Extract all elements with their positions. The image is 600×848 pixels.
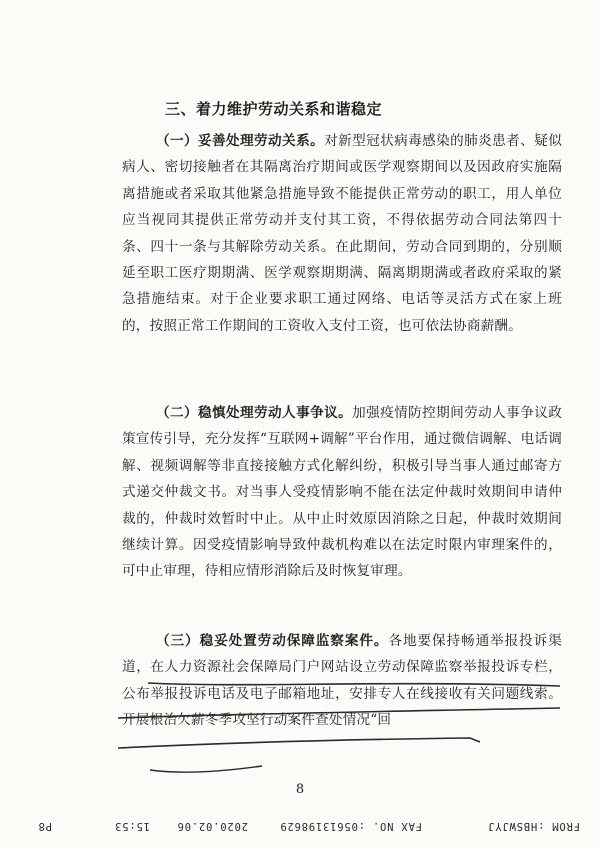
paragraph-1-lead: （一）妥善处理劳动关系。 (156, 133, 325, 149)
fax-time: 15:53 (114, 820, 150, 832)
paragraph-3 (122, 628, 562, 734)
paragraph-1-body: 对新型冠状病毒感染的肺炎患者、疑似病人、密切接触者在其隔离治疗期间或医学观察期间以及因政府实施隔离措施或者采取其他紧急措施导致不能提供正常劳动的职工，用人单位应当视同其提供正常劳动并支付其工资，不得依据劳动合同法第四十条、四十一条与其解除劳动关系。在此期间，劳动合同到期的，分别顺延至职工医疗期期满、医学观察期期满、隔离期期满或者政府采取的紧急措施结束。对于企业要求职工通过网络、电话等灵活方式在家上班的，按照正常工作期间的工资收入支付工资，也可依法协商薪酬。 (122, 133, 562, 334)
fax-date: 2020.02.06 (176, 820, 248, 832)
pen-underline-3 (118, 738, 480, 748)
pen-underline-4 (150, 766, 262, 772)
paragraph-2-body: 加强疫情防控期间劳动人事争议政策宣传引导，充分发挥“互联网+调解”平台作用，通过微信调解、电话调解、视频调解等非直接接触方式化解纠纷，积极引导当事人通过邮寄方式递交仲裁文书。对当事人受疫情影响不能在法定仲裁时效期间申请仲裁的，仲裁时效暂时中止。从中止时效原因消除之日起，仲裁时效期间继续计算。因受疫情影响导致仲裁机构难以在法定时限内审理案件的，可中止审理，待相应情形消除后及时恢复审理。 (122, 405, 562, 580)
fax-number: FAX NO. :05613198629 (279, 820, 422, 832)
page-number: 8 (295, 782, 305, 797)
paragraph-2 (122, 400, 562, 585)
fax-header-strip (0, 814, 600, 838)
paragraph-1 (122, 128, 562, 339)
fax-page: P8 (37, 820, 52, 832)
section-heading: 三、着力维护劳动关系和谐稳定 (165, 100, 383, 118)
fax-from: FROM :HBSWJYJ (487, 820, 580, 832)
paragraph-3-lead: （三）稳妥处置劳动保障监察案件。 (156, 633, 389, 649)
paragraph-2-lead: （二）稳慎处理劳动人事争议。 (156, 405, 353, 421)
paragraph-3-body: 各地要保持畅通举报投诉渠道，在人力资源社会保障局门户网站设立劳动保障监察举报投诉专栏，公布举报投诉电话及电子邮箱地址，安排专人在线接收有关问题线索。开展根治欠薪冬季攻坚行动案件查处情况“回 (122, 633, 562, 729)
